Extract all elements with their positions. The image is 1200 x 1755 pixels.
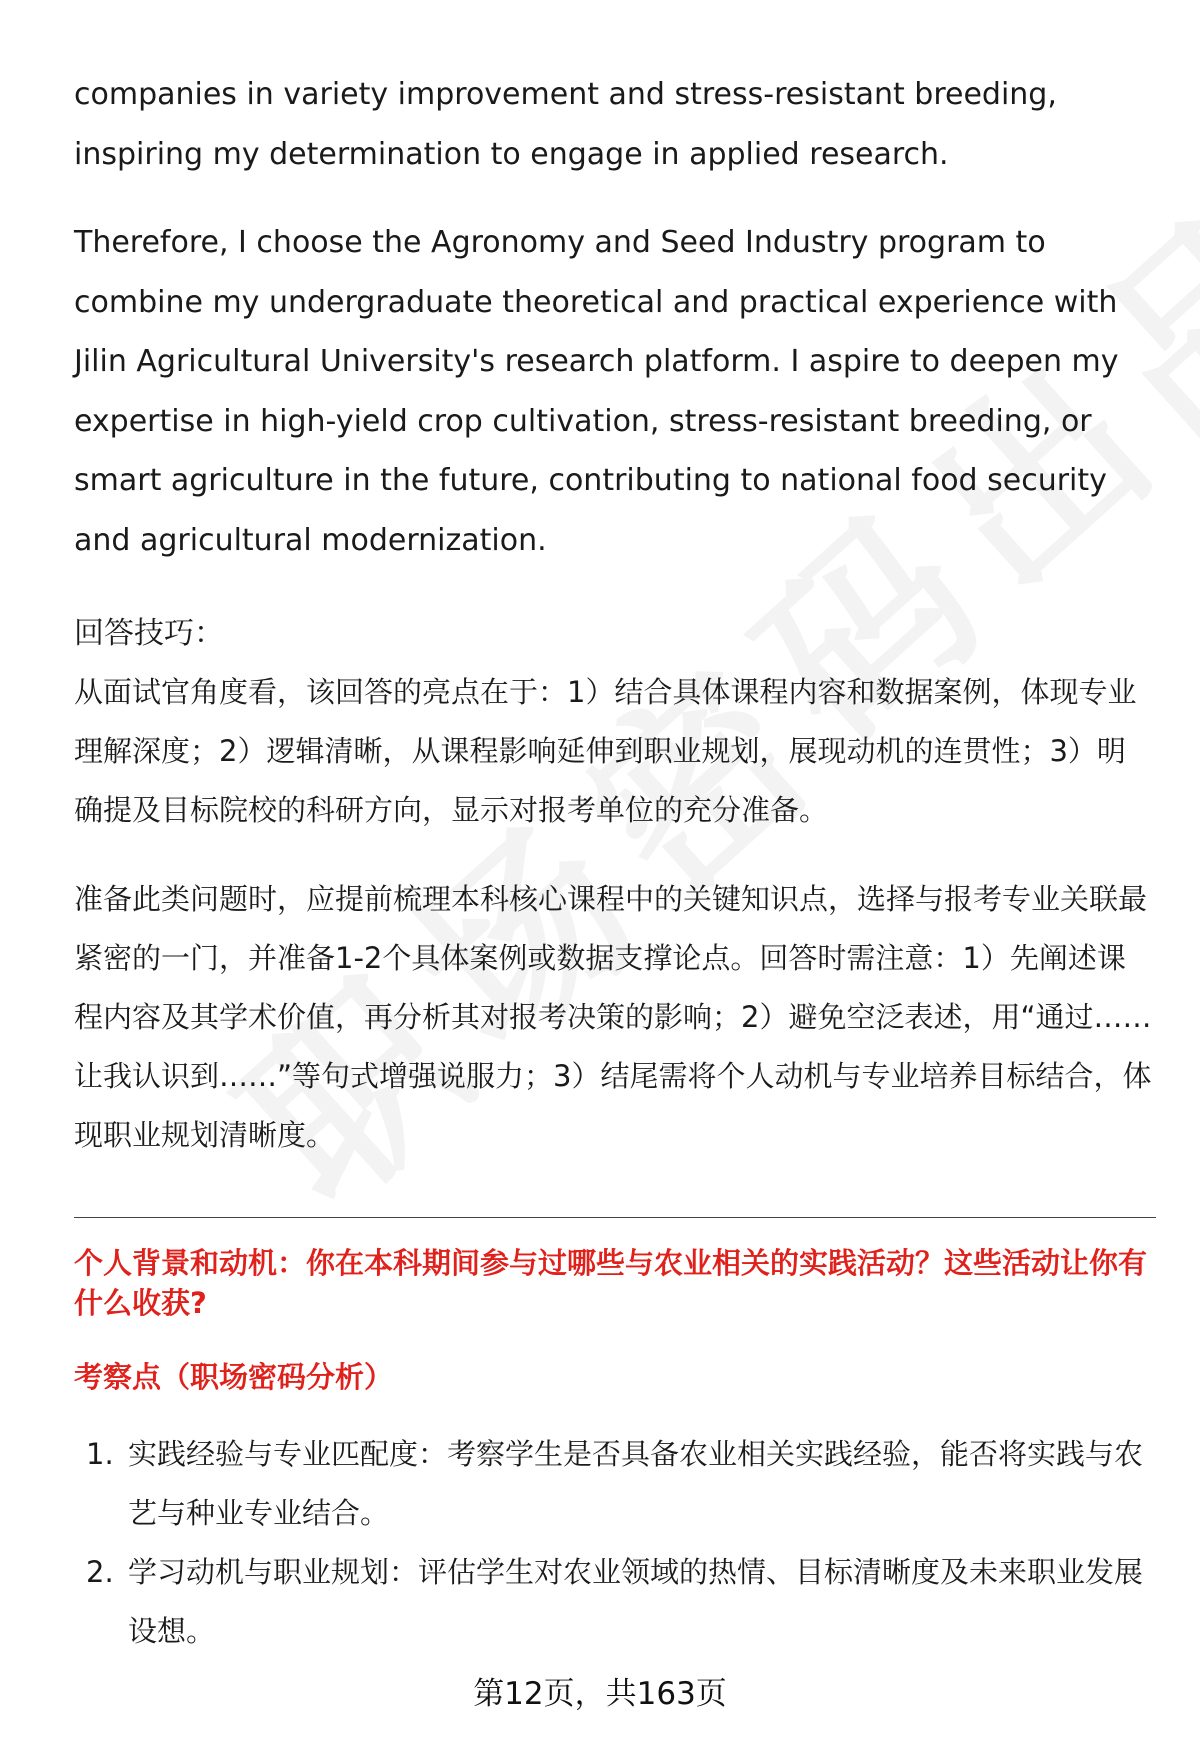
list-item-number: 2. <box>86 1555 114 1589</box>
answer-paragraph-1: companies in variety improvement and stress-resistant breeding, inspiring my determination to engage in applied research. <box>74 77 1057 172</box>
tips-label: 回答技巧： <box>74 616 224 651</box>
tips-paragraph-1: 从面试官角度看，该回答的亮点在于：1）结合具体课程内容和数据案例，体现专业理解深度；2）逻辑清晰，从课程影响延伸到职业规划，展现动机的连贯性；3）明确提及目标院校的科研方向，显示对报考单位的充分准备。 <box>74 675 1137 827</box>
question-subheading: 考察点（职场密码分析） <box>74 1360 394 1394</box>
page-number-footer: 第12页，共163页 <box>473 1676 727 1712</box>
document-page <box>74 0 1154 1661</box>
list-item-number: 1. <box>86 1437 114 1471</box>
section-divider <box>74 1217 1156 1218</box>
list-item <box>74 1425 1154 1543</box>
list-item-text: 实践经验与专业匹配度：考察学生是否具备农业相关实践经验，能否将实践与农艺与种业专业结合。 <box>128 1437 1144 1530</box>
tips-paragraph-2: 准备此类问题时，应提前梳理本科核心课程中的关键知识点，选择与报考专业关联最紧密的一门，并准备1-2个具体案例或数据支撑论点。回答时需注意：1）先阐述课程内容及其学术价值，再分析其对报考决策的影响；2）避免空泛表述，用“通过……让我认识到……”等句式增强说服力；3）结尾需将个人动机与专业培养目标结合，体现职业规划清晰度。 <box>74 882 1152 1152</box>
answer-paragraph-2: Therefore, I choose the Agronomy and Seed Industry program to combine my undergraduate theoretical and practical experience with Jilin Agricultural University's research platform. I aspire to deepen my expertise in high-yield crop cultivation, stress-resistant breeding, or smart agriculture in the future, contributing to national food security and agricultural modernization. <box>74 225 1119 558</box>
assessment-points <box>74 1425 1154 1661</box>
question-title: 个人背景和动机：你在本科期间参与过哪些与农业相关的实践活动？这些活动让你有什么收获? <box>74 1246 1148 1320</box>
list-item-text: 学习动机与职业规划：评估学生对农业领域的热情、目标清晰度及未来职业发展设想。 <box>128 1555 1144 1648</box>
list-item <box>74 1543 1154 1661</box>
